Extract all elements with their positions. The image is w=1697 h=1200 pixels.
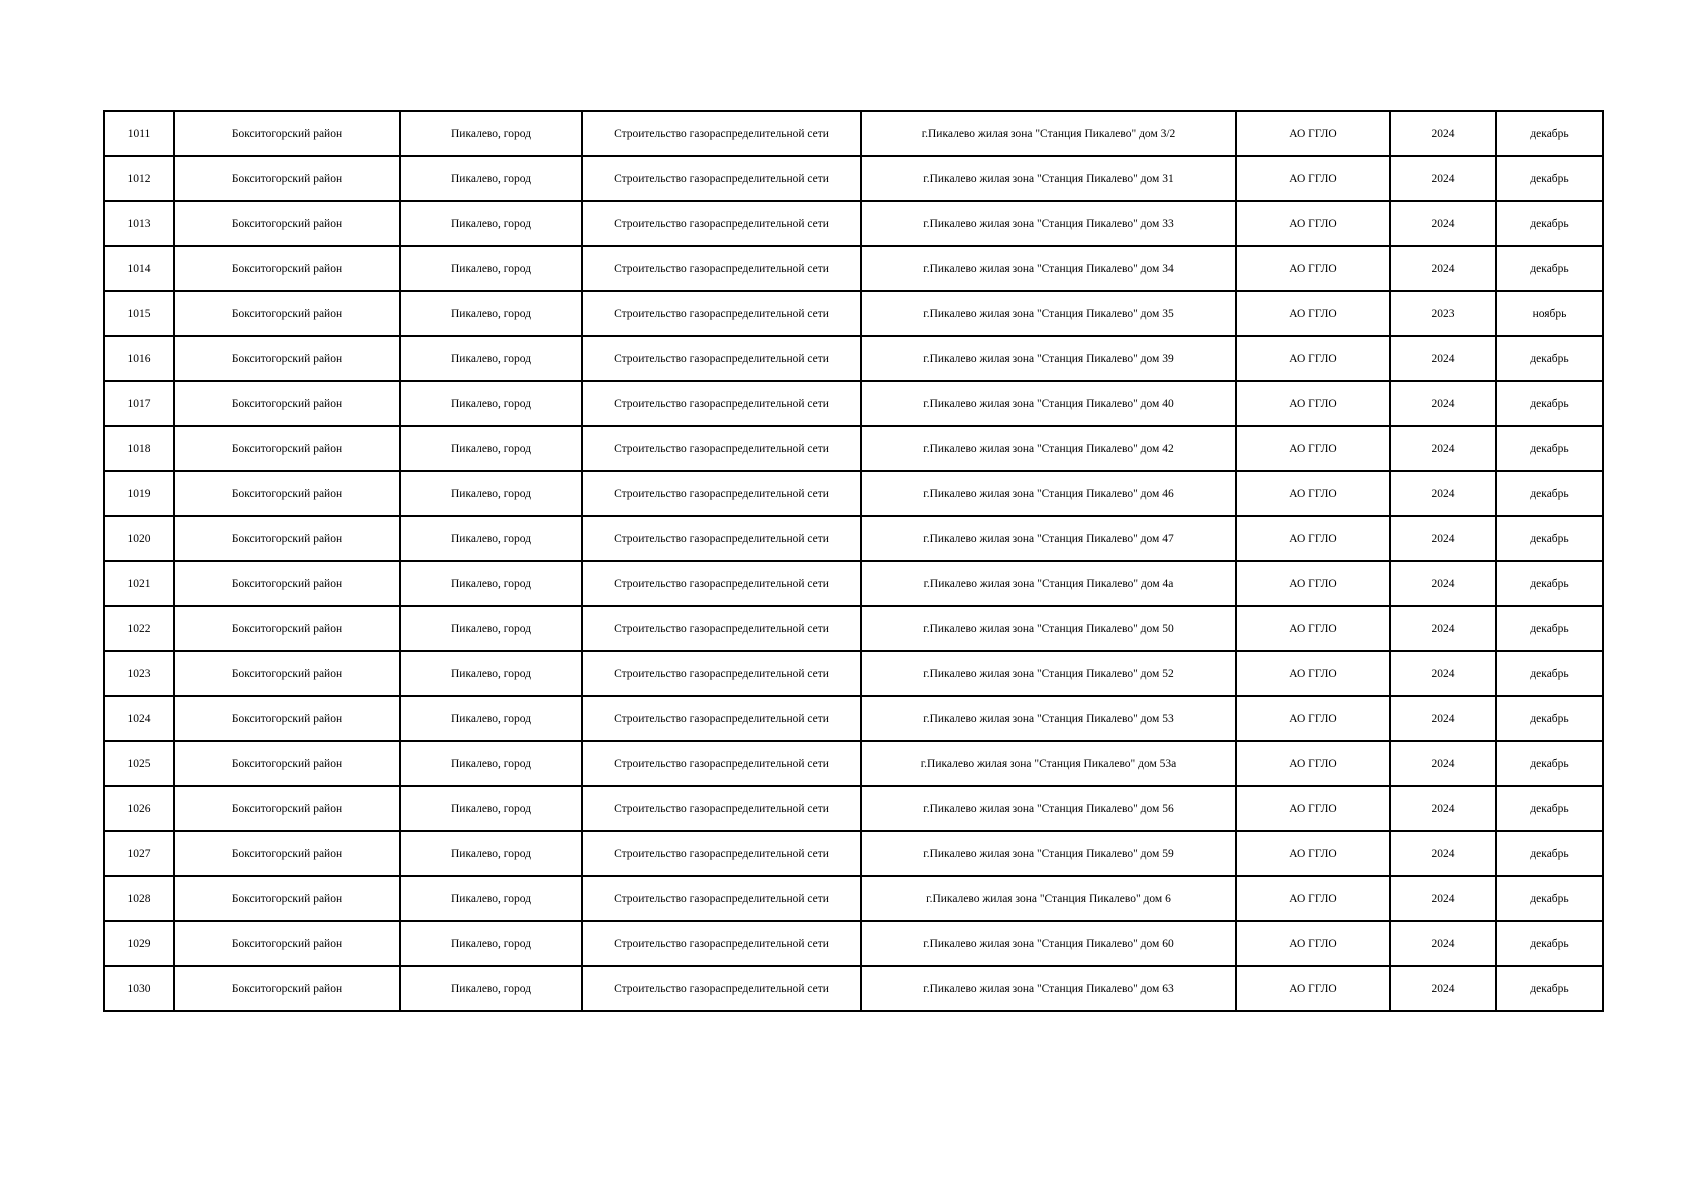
month-cell: декабрь	[1496, 741, 1603, 786]
organization-cell: АО ГГЛО	[1236, 246, 1390, 291]
row-number-cell: 1024	[104, 696, 174, 741]
month-cell: декабрь	[1496, 381, 1603, 426]
row-number-cell: 1029	[104, 921, 174, 966]
year-cell: 2024	[1390, 516, 1496, 561]
row-number-cell: 1019	[104, 471, 174, 516]
year-cell: 2024	[1390, 876, 1496, 921]
district-cell: Бокситогорский район	[174, 291, 400, 336]
month-cell: декабрь	[1496, 876, 1603, 921]
month-cell: декабрь	[1496, 966, 1603, 1011]
table-row	[104, 561, 1603, 606]
table-row	[104, 606, 1603, 651]
address-cell: г.Пикалево жилая зона "Станция Пикалево" дом 42	[861, 426, 1236, 471]
district-cell: Бокситогорский район	[174, 876, 400, 921]
month-cell: декабрь	[1496, 786, 1603, 831]
district-cell: Бокситогорский район	[174, 921, 400, 966]
work-type-cell: Строительство газораспределительной сети	[582, 156, 861, 201]
month-cell: декабрь	[1496, 156, 1603, 201]
address-cell: г.Пикалево жилая зона "Станция Пикалево" дом 59	[861, 831, 1236, 876]
district-cell: Бокситогорский район	[174, 651, 400, 696]
locality-cell: Пикалево, город	[400, 381, 582, 426]
work-type-cell: Строительство газораспределительной сети	[582, 201, 861, 246]
district-cell: Бокситогорский район	[174, 381, 400, 426]
table-row	[104, 966, 1603, 1011]
organization-cell: АО ГГЛО	[1236, 831, 1390, 876]
month-cell: декабрь	[1496, 471, 1603, 516]
address-cell: г.Пикалево жилая зона "Станция Пикалево" дом 50	[861, 606, 1236, 651]
locality-cell: Пикалево, город	[400, 156, 582, 201]
year-cell: 2024	[1390, 111, 1496, 156]
locality-cell: Пикалево, город	[400, 876, 582, 921]
locality-cell: Пикалево, город	[400, 921, 582, 966]
address-cell: г.Пикалево жилая зона "Станция Пикалево" дом 63	[861, 966, 1236, 1011]
address-cell: г.Пикалево жилая зона "Станция Пикалево" дом 53	[861, 696, 1236, 741]
table-row	[104, 876, 1603, 921]
table-row	[104, 741, 1603, 786]
year-cell: 2024	[1390, 651, 1496, 696]
locality-cell: Пикалево, город	[400, 516, 582, 561]
table-row	[104, 516, 1603, 561]
address-cell: г.Пикалево жилая зона "Станция Пикалево" дом 3/2	[861, 111, 1236, 156]
organization-cell: АО ГГЛО	[1236, 111, 1390, 156]
work-type-cell: Строительство газораспределительной сети	[582, 471, 861, 516]
address-cell: г.Пикалево жилая зона "Станция Пикалево" дом 35	[861, 291, 1236, 336]
district-cell: Бокситогорский район	[174, 741, 400, 786]
month-cell: декабрь	[1496, 696, 1603, 741]
organization-cell: АО ГГЛО	[1236, 291, 1390, 336]
table-row	[104, 921, 1603, 966]
table-row	[104, 201, 1603, 246]
table-row	[104, 471, 1603, 516]
month-cell: декабрь	[1496, 606, 1603, 651]
locality-cell: Пикалево, город	[400, 111, 582, 156]
locality-cell: Пикалево, город	[400, 786, 582, 831]
locality-cell: Пикалево, город	[400, 201, 582, 246]
district-cell: Бокситогорский район	[174, 336, 400, 381]
organization-cell: АО ГГЛО	[1236, 651, 1390, 696]
locality-cell: Пикалево, город	[400, 831, 582, 876]
month-cell: декабрь	[1496, 651, 1603, 696]
district-cell: Бокситогорский район	[174, 201, 400, 246]
year-cell: 2024	[1390, 561, 1496, 606]
table-row	[104, 111, 1603, 156]
locality-cell: Пикалево, город	[400, 966, 582, 1011]
month-cell: декабрь	[1496, 246, 1603, 291]
organization-cell: АО ГГЛО	[1236, 876, 1390, 921]
row-number-cell: 1026	[104, 786, 174, 831]
month-cell: декабрь	[1496, 516, 1603, 561]
district-cell: Бокситогорский район	[174, 471, 400, 516]
table-row	[104, 786, 1603, 831]
work-type-cell: Строительство газораспределительной сети	[582, 291, 861, 336]
year-cell: 2024	[1390, 426, 1496, 471]
locality-cell: Пикалево, город	[400, 561, 582, 606]
row-number-cell: 1017	[104, 381, 174, 426]
row-number-cell: 1011	[104, 111, 174, 156]
month-cell: декабрь	[1496, 201, 1603, 246]
locality-cell: Пикалево, город	[400, 471, 582, 516]
row-number-cell: 1018	[104, 426, 174, 471]
address-cell: г.Пикалево жилая зона "Станция Пикалево" дом 39	[861, 336, 1236, 381]
work-type-cell: Строительство газораспределительной сети	[582, 696, 861, 741]
table-row	[104, 696, 1603, 741]
year-cell: 2023	[1390, 291, 1496, 336]
address-cell: г.Пикалево жилая зона "Станция Пикалево" дом 47	[861, 516, 1236, 561]
organization-cell: АО ГГЛО	[1236, 381, 1390, 426]
work-type-cell: Строительство газораспределительной сети	[582, 651, 861, 696]
month-cell: ноябрь	[1496, 291, 1603, 336]
row-number-cell: 1014	[104, 246, 174, 291]
table-row	[104, 246, 1603, 291]
table-row	[104, 651, 1603, 696]
year-cell: 2024	[1390, 156, 1496, 201]
work-type-cell: Строительство газораспределительной сети	[582, 336, 861, 381]
work-type-cell: Строительство газораспределительной сети	[582, 921, 861, 966]
organization-cell: АО ГГЛО	[1236, 426, 1390, 471]
month-cell: декабрь	[1496, 111, 1603, 156]
year-cell: 2024	[1390, 471, 1496, 516]
district-cell: Бокситогорский район	[174, 246, 400, 291]
month-cell: декабрь	[1496, 831, 1603, 876]
address-cell: г.Пикалево жилая зона "Станция Пикалево" дом 56	[861, 786, 1236, 831]
year-cell: 2024	[1390, 786, 1496, 831]
row-number-cell: 1028	[104, 876, 174, 921]
month-cell: декабрь	[1496, 561, 1603, 606]
year-cell: 2024	[1390, 831, 1496, 876]
address-cell: г.Пикалево жилая зона "Станция Пикалево" дом 46	[861, 471, 1236, 516]
district-cell: Бокситогорский район	[174, 786, 400, 831]
year-cell: 2024	[1390, 741, 1496, 786]
row-number-cell: 1021	[104, 561, 174, 606]
organization-cell: АО ГГЛО	[1236, 471, 1390, 516]
address-cell: г.Пикалево жилая зона "Станция Пикалево" дом 34	[861, 246, 1236, 291]
year-cell: 2024	[1390, 381, 1496, 426]
address-cell: г.Пикалево жилая зона "Станция Пикалево" дом 6	[861, 876, 1236, 921]
district-cell: Бокситогорский район	[174, 156, 400, 201]
year-cell: 2024	[1390, 201, 1496, 246]
address-cell: г.Пикалево жилая зона "Станция Пикалево" дом 60	[861, 921, 1236, 966]
organization-cell: АО ГГЛО	[1236, 516, 1390, 561]
organization-cell: АО ГГЛО	[1236, 741, 1390, 786]
work-type-cell: Строительство газораспределительной сети	[582, 741, 861, 786]
work-type-cell: Строительство газораспределительной сети	[582, 606, 861, 651]
year-cell: 2024	[1390, 696, 1496, 741]
row-number-cell: 1020	[104, 516, 174, 561]
district-cell: Бокситогорский район	[174, 426, 400, 471]
locality-cell: Пикалево, город	[400, 696, 582, 741]
row-number-cell: 1025	[104, 741, 174, 786]
locality-cell: Пикалево, город	[400, 606, 582, 651]
district-cell: Бокситогорский район	[174, 831, 400, 876]
table-row	[104, 831, 1603, 876]
row-number-cell: 1027	[104, 831, 174, 876]
district-cell: Бокситогорский район	[174, 966, 400, 1011]
address-cell: г.Пикалево жилая зона "Станция Пикалево" дом 4а	[861, 561, 1236, 606]
locality-cell: Пикалево, город	[400, 246, 582, 291]
address-cell: г.Пикалево жилая зона "Станция Пикалево" дом 31	[861, 156, 1236, 201]
district-cell: Бокситогорский район	[174, 111, 400, 156]
work-type-cell: Строительство газораспределительной сети	[582, 831, 861, 876]
address-cell: г.Пикалево жилая зона "Станция Пикалево" дом 53а	[861, 741, 1236, 786]
organization-cell: АО ГГЛО	[1236, 156, 1390, 201]
address-cell: г.Пикалево жилая зона "Станция Пикалево" дом 33	[861, 201, 1236, 246]
district-cell: Бокситогорский район	[174, 561, 400, 606]
organization-cell: АО ГГЛО	[1236, 606, 1390, 651]
row-number-cell: 1013	[104, 201, 174, 246]
row-number-cell: 1015	[104, 291, 174, 336]
month-cell: декабрь	[1496, 336, 1603, 381]
organization-cell: АО ГГЛО	[1236, 786, 1390, 831]
locality-cell: Пикалево, город	[400, 426, 582, 471]
locality-cell: Пикалево, город	[400, 741, 582, 786]
work-type-cell: Строительство газораспределительной сети	[582, 516, 861, 561]
work-type-cell: Строительство газораспределительной сети	[582, 111, 861, 156]
work-type-cell: Строительство газораспределительной сети	[582, 786, 861, 831]
year-cell: 2024	[1390, 966, 1496, 1011]
year-cell: 2024	[1390, 246, 1496, 291]
district-cell: Бокситогорский район	[174, 696, 400, 741]
organization-cell: АО ГГЛО	[1236, 921, 1390, 966]
year-cell: 2024	[1390, 606, 1496, 651]
year-cell: 2024	[1390, 921, 1496, 966]
row-number-cell: 1012	[104, 156, 174, 201]
work-type-cell: Строительство газораспределительной сети	[582, 381, 861, 426]
district-cell: Бокситогорский район	[174, 606, 400, 651]
locality-cell: Пикалево, город	[400, 336, 582, 381]
month-cell: декабрь	[1496, 426, 1603, 471]
work-type-cell: Строительство газораспределительной сети	[582, 426, 861, 471]
row-number-cell: 1030	[104, 966, 174, 1011]
organization-cell: АО ГГЛО	[1236, 336, 1390, 381]
month-cell: декабрь	[1496, 921, 1603, 966]
organization-cell: АО ГГЛО	[1236, 561, 1390, 606]
row-number-cell: 1016	[104, 336, 174, 381]
locality-cell: Пикалево, город	[400, 291, 582, 336]
work-type-cell: Строительство газораспределительной сети	[582, 876, 861, 921]
table-row	[104, 291, 1603, 336]
row-number-cell: 1022	[104, 606, 174, 651]
work-type-cell: Строительство газораспределительной сети	[582, 246, 861, 291]
row-number-cell: 1023	[104, 651, 174, 696]
year-cell: 2024	[1390, 336, 1496, 381]
table-row	[104, 426, 1603, 471]
table-row	[104, 156, 1603, 201]
table-body	[104, 111, 1603, 1011]
locality-cell: Пикалево, город	[400, 651, 582, 696]
work-type-cell: Строительство газораспределительной сети	[582, 561, 861, 606]
address-cell: г.Пикалево жилая зона "Станция Пикалево" дом 40	[861, 381, 1236, 426]
address-cell: г.Пикалево жилая зона "Станция Пикалево" дом 52	[861, 651, 1236, 696]
table-row	[104, 381, 1603, 426]
organization-cell: АО ГГЛО	[1236, 966, 1390, 1011]
gasification-schedule-table	[103, 110, 1604, 1012]
organization-cell: АО ГГЛО	[1236, 696, 1390, 741]
table-row	[104, 336, 1603, 381]
organization-cell: АО ГГЛО	[1236, 201, 1390, 246]
district-cell: Бокситогорский район	[174, 516, 400, 561]
work-type-cell: Строительство газораспределительной сети	[582, 966, 861, 1011]
